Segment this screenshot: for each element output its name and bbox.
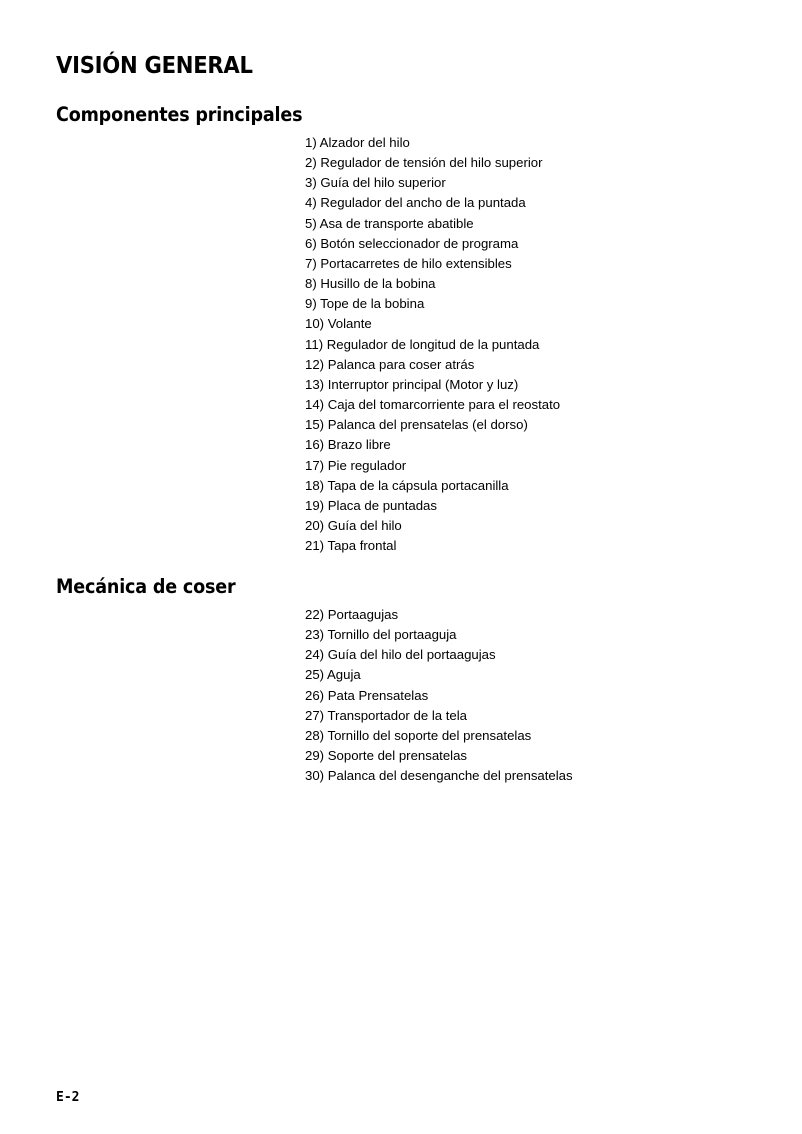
list-item: 23) Tornillo del portaaguja bbox=[305, 627, 457, 643]
list-item: 2) Regulador de tensión del hilo superior bbox=[305, 155, 543, 171]
list-item: 14) Caja del tomarcorriente para el reostato bbox=[305, 397, 561, 413]
list-item: 19) Placa de puntadas bbox=[305, 497, 437, 513]
sewing-mechanics-list bbox=[305, 605, 573, 786]
list-item: 27) Transportador de la tela bbox=[305, 707, 468, 723]
list-item: 22) Portaagujas bbox=[305, 607, 399, 622]
list-item: 1) Alzador del hilo bbox=[305, 135, 410, 150]
list-item: 8) Husillo de la bobina bbox=[305, 276, 436, 292]
list-item: 7) Portacarretes de hilo extensibles bbox=[305, 255, 512, 271]
list-item: 21) Tapa frontal bbox=[305, 538, 397, 554]
section-heading-sewing-mechanics: Mecánica de coser bbox=[56, 575, 236, 598]
section-heading-main-components: Componentes principales bbox=[56, 103, 303, 126]
list-item: 6) Botón seleccionador de programa bbox=[305, 235, 519, 251]
list-item: 4) Regulador del ancho de la puntada bbox=[305, 195, 526, 211]
list-item: 15) Palanca del prensatelas (el dorso) bbox=[305, 417, 528, 433]
list-item: 29) Soporte del prensatelas bbox=[305, 748, 468, 764]
list-item: 5) Asa de transporte abatible bbox=[305, 215, 474, 231]
list-item: 17) Pie regulador bbox=[305, 457, 407, 473]
list-item: 26) Pata Prensatelas bbox=[305, 687, 429, 703]
list-item: 30) Palanca del desenganche del prensatelas bbox=[305, 768, 573, 784]
list-item: 10) Volante bbox=[305, 316, 372, 332]
list-item: 16) Brazo libre bbox=[305, 437, 391, 453]
list-item: 9) Tope de la bobina bbox=[305, 296, 425, 312]
list-item: 3) Guía del hilo superior bbox=[305, 175, 446, 191]
list-item: 18) Tapa de la cápsula portacanilla bbox=[305, 477, 509, 493]
list-item: 11) Regulador de longitud de la puntada bbox=[305, 336, 540, 352]
list-item: 12) Palanca para coser atrás bbox=[305, 356, 475, 372]
list-item: 25) Aguja bbox=[305, 667, 361, 683]
list-item: 24) Guía del hilo del portaagujas bbox=[305, 647, 496, 663]
list-item: 28) Tornillo del soporte del prensatelas bbox=[305, 727, 532, 743]
list-item: 20) Guía del hilo bbox=[305, 517, 402, 533]
main-components-list bbox=[305, 133, 560, 556]
list-item: 13) Interruptor principal (Motor y luz) bbox=[305, 376, 519, 392]
page-title: VISIÓN GENERAL bbox=[56, 53, 253, 79]
page-number: E-2 bbox=[56, 1090, 80, 1105]
